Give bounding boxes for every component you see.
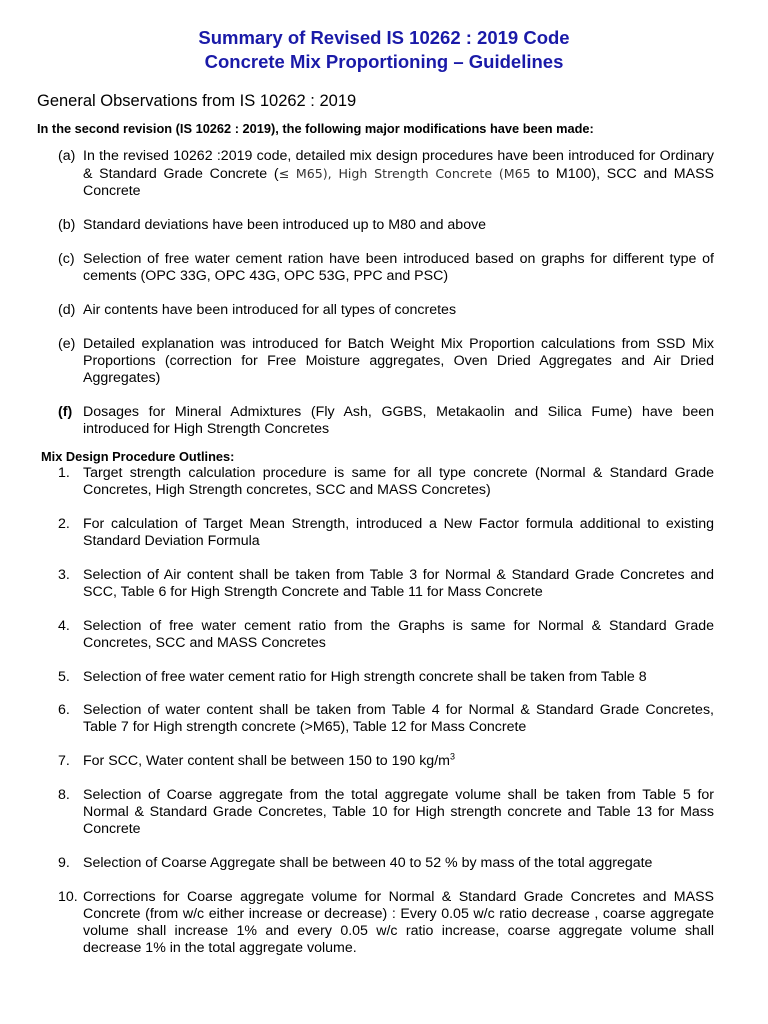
list-number: 9. bbox=[58, 855, 70, 872]
list-number: 1. bbox=[58, 465, 70, 481]
list-item-text: Selection of Coarse Aggregate shall be between 40 to 52 % by mass of the total aggregate bbox=[83, 855, 653, 872]
list-number: 5. bbox=[58, 668, 70, 685]
list-item bbox=[58, 217, 714, 234]
list-item bbox=[58, 148, 714, 200]
list-item-text: Standard deviations have been introduced up to M80 and above bbox=[83, 217, 487, 233]
list-marker: (a) bbox=[58, 148, 76, 164]
general-observations-heading: General Observations from IS 10262 : 2019 bbox=[37, 92, 357, 110]
procedure-list bbox=[58, 465, 714, 974]
list-item bbox=[58, 567, 714, 601]
item-text-part: ≤ M65), High Strength Concrete (M65 bbox=[278, 166, 531, 181]
list-item-text: Selection of free water cement ratio for High strength concrete shall be taken from Table 8 bbox=[83, 668, 647, 685]
list-marker: (d) bbox=[58, 302, 76, 318]
list-marker: (c) bbox=[58, 251, 75, 267]
list-item-text: Corrections for Coarse aggregate volume for Normal & Standard Grade Concretes and MASS Concrete (from w/c either increase or decrease) : Every 0.05 w/c ratio decrease , coarse aggregate volume shall increase 1% and every 0.05 w/c ratio increase, coarse aggregate volume shall decrease 1% in the total aggregate volume. bbox=[83, 889, 714, 957]
item-text-part: to M100), SCC and MASS Concrete bbox=[83, 166, 714, 199]
list-item-text: Air contents have been introduced for all types of concretes bbox=[83, 302, 457, 318]
list-item bbox=[58, 787, 714, 838]
list-item-text bbox=[83, 148, 714, 200]
list-number: 6. bbox=[58, 702, 70, 719]
list-item-text: Detailed explanation was introduced for Batch Weight Mix Proportion calculations from SSD Mix Proportions (correction for Free Moisture aggregates, Oven Dried Aggregates and Air Dried Aggregates) bbox=[83, 336, 714, 386]
superscript: 3 bbox=[449, 751, 455, 762]
list-item-text: Selection of free water cement ratio from the Graphs is same for Normal & Standard Grade Concretes, SCC and MASS Concretes bbox=[83, 617, 714, 651]
item-text-part: For SCC, Water content shall be between 150 to 190 kg/m bbox=[83, 753, 450, 770]
list-item bbox=[58, 465, 714, 499]
list-item-text: Target strength calculation procedure is same for all type concrete (Normal & Standard Grade Concretes, High Strength concretes, SCC and MASS Concretes) bbox=[83, 465, 714, 498]
list-item-text bbox=[83, 753, 714, 770]
list-marker: (e) bbox=[58, 336, 76, 352]
list-marker: (f) bbox=[58, 404, 73, 420]
list-item bbox=[58, 251, 714, 285]
list-item-text: Dosages for Mineral Admixtures (Fly Ash, GGBS, Metakaolin and Silica Fume) have been introduced for High Strength Concretes bbox=[83, 404, 714, 437]
document-title bbox=[0, 26, 768, 74]
list-item-text: Selection of Air content shall be taken from Table 3 for Normal & Standard Grade Concretes and SCC, Table 6 for High Strength Concrete and Table 11 for Mass Concrete bbox=[83, 566, 714, 600]
list-item bbox=[58, 855, 714, 872]
list-item bbox=[58, 618, 714, 652]
list-item bbox=[58, 702, 714, 736]
list-item bbox=[58, 302, 714, 319]
title-line-2: Concrete Mix Proportioning – Guidelines bbox=[204, 51, 564, 72]
list-number: 7. bbox=[58, 753, 70, 770]
list-item-text: Selection of free water cement ration have been introduced based on graphs for different type of cements (OPC 33G, OPC 43G, OPC 53G, PPC and PSC) bbox=[83, 251, 714, 284]
list-item bbox=[58, 753, 714, 770]
observations-list bbox=[58, 148, 714, 455]
list-number: 3. bbox=[58, 566, 70, 583]
procedure-heading: Mix Design Procedure Outlines: bbox=[41, 449, 235, 464]
list-item-text: Selection of water content shall be taken from Table 4 for Normal & Standard Grade Concretes, Table 7 for High strength concrete (>M65), Table 12 for Mass Concrete bbox=[83, 702, 714, 736]
general-intro: In the second revision (IS 10262 : 2019), the following major modifications have been made: bbox=[37, 121, 594, 136]
item-text-part: In the revised 10262 :2019 code, detailed mix design procedures have been introduced for Ordinary & Standard Grade Concrete ( bbox=[83, 148, 714, 182]
list-number: 10. bbox=[58, 889, 78, 906]
list-item-text: Selection of Coarse aggregate from the total aggregate volume shall be taken from Table 5 for Normal & Standard Grade Concretes, Table 10 for High strength concrete and Table 13 for Mass Concrete bbox=[83, 787, 714, 838]
list-item-text: For calculation of Target Mean Strength, introduced a New Factor formula additional to existing Standard Deviation Formula bbox=[83, 515, 714, 549]
list-number: 8. bbox=[58, 787, 70, 804]
list-marker: (b) bbox=[58, 217, 76, 233]
list-item bbox=[58, 889, 714, 957]
list-item bbox=[58, 669, 714, 686]
list-item bbox=[58, 336, 714, 387]
title-line-1: Summary of Revised IS 10262 : 2019 Code bbox=[198, 27, 570, 48]
list-item bbox=[58, 404, 714, 438]
list-number: 4. bbox=[58, 617, 70, 634]
list-item bbox=[58, 516, 714, 550]
list-number: 2. bbox=[58, 515, 70, 532]
